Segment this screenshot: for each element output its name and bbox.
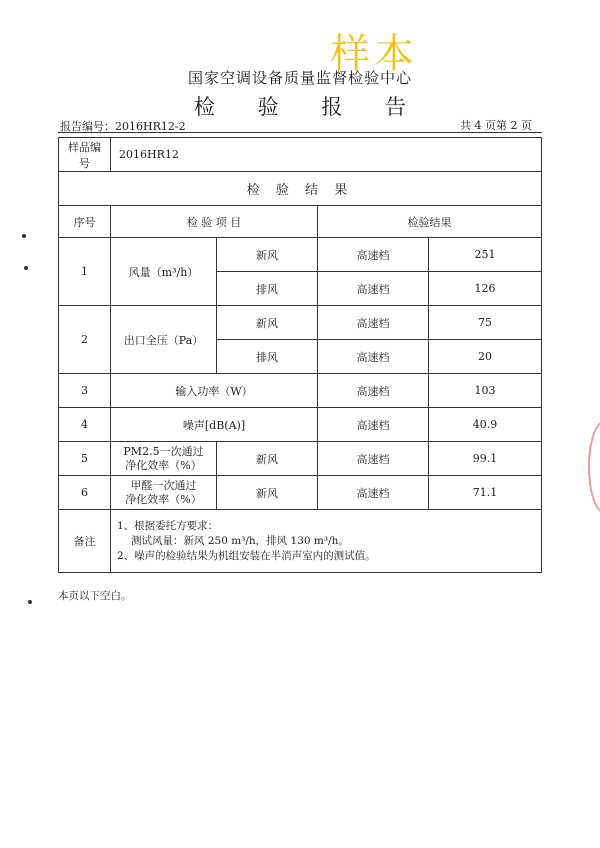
- row-no: 5: [59, 442, 111, 476]
- row-no: 1: [59, 238, 111, 306]
- report-number: 报告编号：2016HR12-2: [60, 120, 186, 133]
- column-header-no: 序号: [59, 206, 111, 238]
- row-no: 2: [59, 306, 111, 374]
- table-row: [59, 408, 542, 442]
- sample-row: [59, 138, 542, 172]
- row-mode: 排风: [217, 340, 318, 374]
- row-value: 20: [429, 340, 542, 374]
- row-value: 71.1: [429, 476, 542, 510]
- document-title: 检 验 报 告: [193, 95, 425, 119]
- scan-mark: [28, 600, 32, 604]
- column-header-row: [59, 206, 542, 238]
- row-no: 4: [59, 408, 111, 442]
- row-item-line2: 净化效率（%）: [125, 458, 202, 472]
- notes-line: 1、根据委托方要求：: [117, 519, 219, 532]
- notes-content: [111, 510, 542, 573]
- row-speed: 高速档: [318, 340, 429, 374]
- sample-stamp: 样本: [330, 31, 418, 77]
- row-item-line2: 净化效率（%）: [125, 492, 202, 506]
- scan-mark: [24, 266, 28, 270]
- row-speed: 高速档: [318, 272, 429, 306]
- table-row: [59, 374, 542, 408]
- row-speed: 高速档: [318, 476, 429, 510]
- notes-label: 备注: [59, 510, 111, 573]
- table-row: [59, 442, 542, 476]
- row-value: 126: [429, 272, 542, 306]
- row-item: [111, 442, 217, 476]
- row-item: 出口全压（Pa）: [111, 306, 217, 374]
- table-row: [59, 238, 542, 272]
- notes-row: [59, 510, 542, 573]
- notes-line: 2、噪声的检验结果为机组安装在半消声室内的测试值。: [117, 549, 376, 562]
- row-mode: 排风: [217, 272, 318, 306]
- row-mode: 新风: [217, 476, 318, 510]
- row-speed: 高速档: [318, 238, 429, 272]
- blank-below-note: 本页以下空白。: [58, 590, 132, 602]
- section-title-row: [59, 172, 542, 206]
- row-value: 40.9: [429, 408, 542, 442]
- section-title: 检 验 结 果: [59, 172, 542, 206]
- organization-name: 国家空调设备质量监督检验中心: [187, 69, 412, 87]
- row-item: 噪声[dB(A)]: [111, 408, 318, 442]
- row-value: 99.1: [429, 442, 542, 476]
- table-row: [59, 476, 542, 510]
- row-speed: 高速档: [318, 408, 429, 442]
- page-info: 共 4 页第 2 页: [460, 119, 532, 132]
- row-value: 251: [429, 238, 542, 272]
- row-speed: 高速档: [318, 306, 429, 340]
- row-value: 103: [429, 374, 542, 408]
- sample-value: 2016HR12: [111, 138, 542, 172]
- row-item-line1: PM2.5一次通过: [123, 444, 204, 458]
- row-item: 输入功率（W）: [111, 374, 318, 408]
- row-item: 风量（m³/h）: [111, 238, 217, 306]
- row-mode: 新风: [217, 238, 318, 272]
- column-header-result: 检验结果: [318, 206, 542, 238]
- row-speed: 高速档: [318, 374, 429, 408]
- notes-line: 测试风量：新风 250 m³/h，排风 130 m³/h。: [131, 534, 349, 547]
- scan-mark: [22, 234, 26, 238]
- row-mode: 新风: [217, 306, 318, 340]
- row-value: 75: [429, 306, 542, 340]
- row-mode: 新风: [217, 442, 318, 476]
- header-rule: [58, 132, 542, 133]
- row-item: [111, 476, 217, 510]
- seal-edge-mark: [588, 420, 600, 514]
- row-speed: 高速档: [318, 442, 429, 476]
- row-no: 6: [59, 476, 111, 510]
- row-item-line1: 甲醛一次通过: [130, 478, 197, 492]
- sample-label: 样品编号: [59, 138, 111, 172]
- column-header-item: 检 验 项 目: [111, 206, 318, 238]
- row-no: 3: [59, 374, 111, 408]
- results-table: [58, 137, 542, 573]
- table-row: [59, 306, 542, 340]
